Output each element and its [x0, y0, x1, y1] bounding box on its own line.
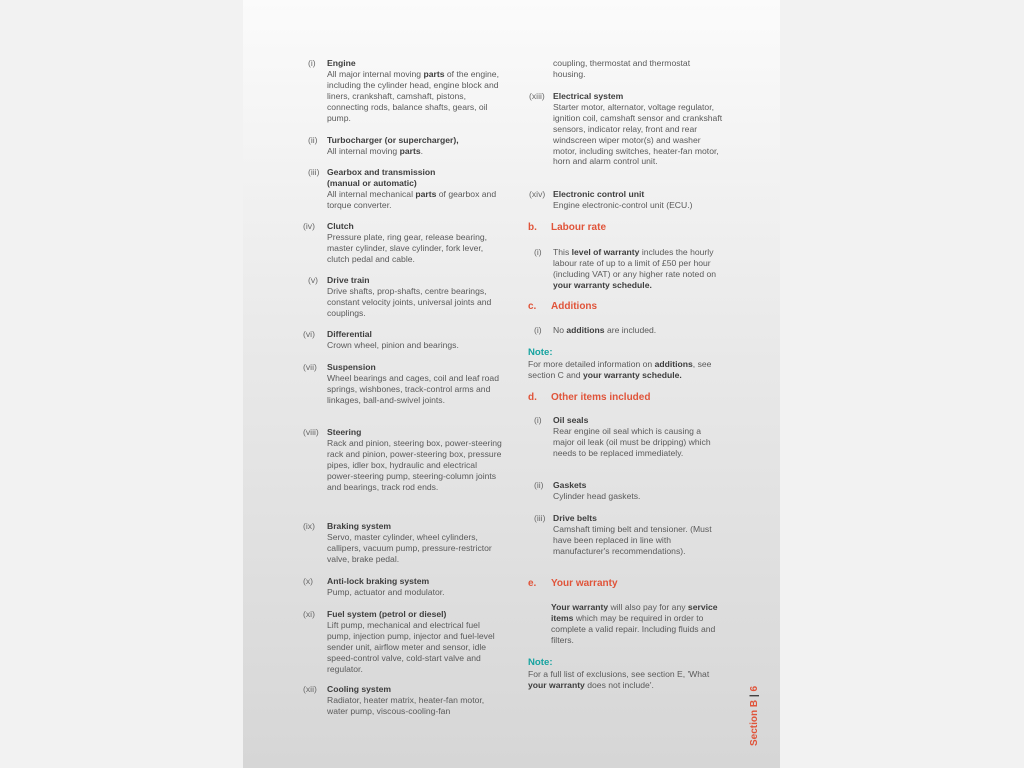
item-number: (ii)	[308, 135, 318, 145]
item-description: Crown wheel, pinion and bearings.	[327, 339, 459, 350]
section-body: Your warranty will also pay for any service items which may be required in order to complete a valid repair. Including fluids and filters.	[551, 602, 718, 645]
note-additions	[528, 347, 723, 381]
item-number: (vi)	[303, 329, 315, 339]
item-title: Engine	[327, 58, 356, 68]
page-footer	[749, 686, 760, 746]
item-number: (ii)	[534, 480, 544, 490]
item-description: This level of warranty includes the hourly labour rate of up to a limit of £50 per hour (including VAT) or any higher rate noted on your warranty schedule.	[553, 247, 717, 290]
item-description: Engine electronic-control unit (ECU.)	[553, 199, 693, 210]
item-number: (vii)	[303, 362, 317, 372]
item-title: Drive belts	[553, 513, 597, 523]
item-title: Differential	[327, 329, 372, 339]
item-title: Drive train	[327, 275, 370, 285]
document-page: (i) Engine All major internal moving parts of the engine, including the cylinder head, engine block and liners, crankshaft, camshaft, pistons, connecting rods, balance shafts, gears, oil pump. (ii) Turbocharger (or supercharger), All internal moving parts. (iii) Gearbox and transmission (manual or automatic) All internal mechanical parts of gearbox and torque converter. (iv) Clutch Pressure plate, ring gear, release bearing, master cylinder, slave cylinder, fork lever, clutch pedal and cable. (v) Drive train Drive shafts, prop-shafts, centre bearings, constant velocity joints, universal joints and couplings. (vi) Differential Crown wheel, pinion and bearings. (vii) Suspension Wheel bearings and cages, coil and leaf road springs, wishbones, track-control arms and linkages, ball-and-swivel joints. (viii) Steering Rack and pinion, steering box, power-steering rack and pinion, power-steering box, pressure pipes, idler box, hydraulic and electrical power-steering pump, steering-column joints and bearings, track rod ends. (ix) Braking system Servo, master cylinder, wheel cylinders, callipers, vacuum pump, pressure-restrictor valve, brake pedal. (x) Anti-lock braking system Pump, actuator and modulator. (xi) Fuel system (petrol or diesel) Lift pump, mechanical and electrical fuel pump, injection pump, injector and fuel-level sender unit, airflow meter and sensor, idle speed-control valve, cold-start valve and regulator. (xii) Cooling system Radiator, heater matrix, heater-fan motor, water pump, viscous-cooling-fan coupling, thermostat and thermostat housing. (xiii) Electrical system Starter motor, alternator, voltage regulator, ignition coil, camshaft sensor and crankshaft sensors, indicator relay, front and rear windscreen wiper motor(s) and washer motor, including switches, heater-fan motor, horn and alarm control unit. (xiv) Electronic control unit Engine electronic-control unit (ECU.) b. Labour rate (i) This level of warranty includes the hourly labour rate of up to a limit of £50 per hour (including VAT) or any higher rate noted on your warranty schedule. c. Additions (i) No additions are included. Note: For more detailed information on additions, see section C and your warranty schedule. d. Other items included (i) Oil seals Rear engine oil seal which is causing a major oil leak (oil must be dripping) which needs to be replaced immediately. (ii) Gaskets Cylinder head gaskets. (iii) Drive belts Camshaft timing belt and tensioner. (Must have been replaced in line with manufacturer's recommendations). e. Your warranty Your warranty will also pay for any service items which may be required in order to complete a valid repair. Including fluids and filters. Note: For a full list of exclusions, see section E, 'What your warranty does not include'. Section B | 6	[243, 0, 780, 768]
item-description: Wheel bearings and cages, coil and leaf road springs, wishbones, track-control arms and linkages, ball-and-swivel joints.	[327, 372, 499, 405]
item-description: Pump, actuator and modulator.	[327, 586, 445, 597]
footer-separator: |	[749, 694, 760, 698]
item-title: Anti-lock braking system	[327, 576, 430, 586]
note-text: For more detailed information on additions, see section C and your warranty schedule.	[528, 359, 712, 380]
note-exclusions	[528, 657, 723, 691]
item-title: Steering	[327, 427, 362, 437]
note-label: Note:	[528, 347, 553, 358]
item-number: (viii)	[303, 427, 319, 437]
item-description: Rack and pinion, steering box, power-steering rack and pinion, power-steering box, pressure pipes, idler box, hydraulic and electrical power-steering pump, steering-column joints and bearings, track rod ends.	[327, 437, 502, 492]
item-description: Cylinder head gaskets.	[553, 490, 641, 501]
item-title: Cooling system	[327, 684, 391, 694]
item-number: (i)	[308, 58, 316, 68]
item-description: Camshaft timing belt and tensioner. (Must have been replaced in line with manufacturer's recommendations).	[553, 523, 712, 556]
item-description: Pressure plate, ring gear, release bearing, master cylinder, slave cylinder, fork lever, clutch pedal and cable.	[327, 231, 488, 264]
item-number: (xiv)	[529, 189, 546, 199]
item-title: Suspension	[327, 362, 376, 372]
item-number: (iv)	[303, 221, 315, 231]
item-description: Radiator, heater matrix, heater-fan motor, water pump, viscous-cooling-fan	[327, 694, 485, 716]
item-title: Braking system	[327, 521, 392, 531]
page-number: 6	[749, 685, 760, 692]
item-number: (i)	[534, 325, 542, 335]
item-description: All major internal moving parts of the engine, including the cylinder head, engine block and liners, crankshaft, camshaft, pistons, connecting rods, balance shafts, gears, oil pump.	[327, 68, 499, 123]
item-number: (ix)	[303, 521, 315, 531]
warranty-service-text	[551, 602, 723, 646]
note-label: Note:	[528, 657, 553, 668]
item-title: Clutch	[327, 221, 354, 231]
item-description: Drive shafts, prop-shafts, centre bearings, constant velocity joints, universal joints and couplings.	[327, 285, 492, 318]
continuation-text: coupling, thermostat and thermostat housing.	[553, 58, 691, 79]
item-number: (i)	[534, 415, 542, 425]
item-description: All internal moving parts.	[327, 145, 424, 156]
item-number: (x)	[303, 576, 314, 586]
note-text: For a full list of exclusions, see section E, 'What your warranty does not include'.	[528, 669, 710, 690]
item-title: Gearbox and transmission (manual or automatic)	[327, 167, 436, 188]
item-number: (xii)	[303, 684, 317, 694]
item-description: Servo, master cylinder, wheel cylinders, callipers, vacuum pump, pressure-restrictor valve, brake pedal.	[327, 531, 492, 564]
item-number: (iii)	[534, 513, 546, 523]
footer-section: Section B	[749, 699, 760, 746]
item-title: Turbocharger (or supercharger),	[327, 135, 459, 145]
item-description: No additions are included.	[553, 325, 657, 335]
item-number: (i)	[534, 247, 542, 257]
item-title: Fuel system (petrol or diesel)	[327, 609, 447, 619]
item-description: Starter motor, alternator, voltage regulator, ignition coil, camshaft sensor and crankshaft sensors, indicator relay, front and rear windscreen wiper motor(s) and washer motor, including switches, heater-fan motor, horn and alarm control unit.	[553, 101, 723, 167]
item-description: Rear engine oil seal which is causing a major oil leak (oil must be dripping) which needs to be replaced immediately.	[553, 425, 711, 458]
item-number: (iii)	[308, 167, 320, 177]
item-title: Gaskets	[553, 480, 587, 490]
item-number: (xiii)	[529, 91, 545, 101]
item-title: Electronic control unit	[553, 189, 645, 199]
item-title: Electrical system	[553, 91, 624, 101]
item-number: (xi)	[303, 609, 315, 619]
item-description: Lift pump, mechanical and electrical fuel pump, injection pump, injector and fuel-level sender unit, airflow meter and sensor, idle speed-control valve, cold-start valve and regulator.	[327, 619, 495, 674]
item-description: All internal mechanical parts of gearbox and torque converter.	[327, 188, 497, 210]
item-title: Oil seals	[553, 415, 589, 425]
item-number: (v)	[308, 275, 319, 285]
